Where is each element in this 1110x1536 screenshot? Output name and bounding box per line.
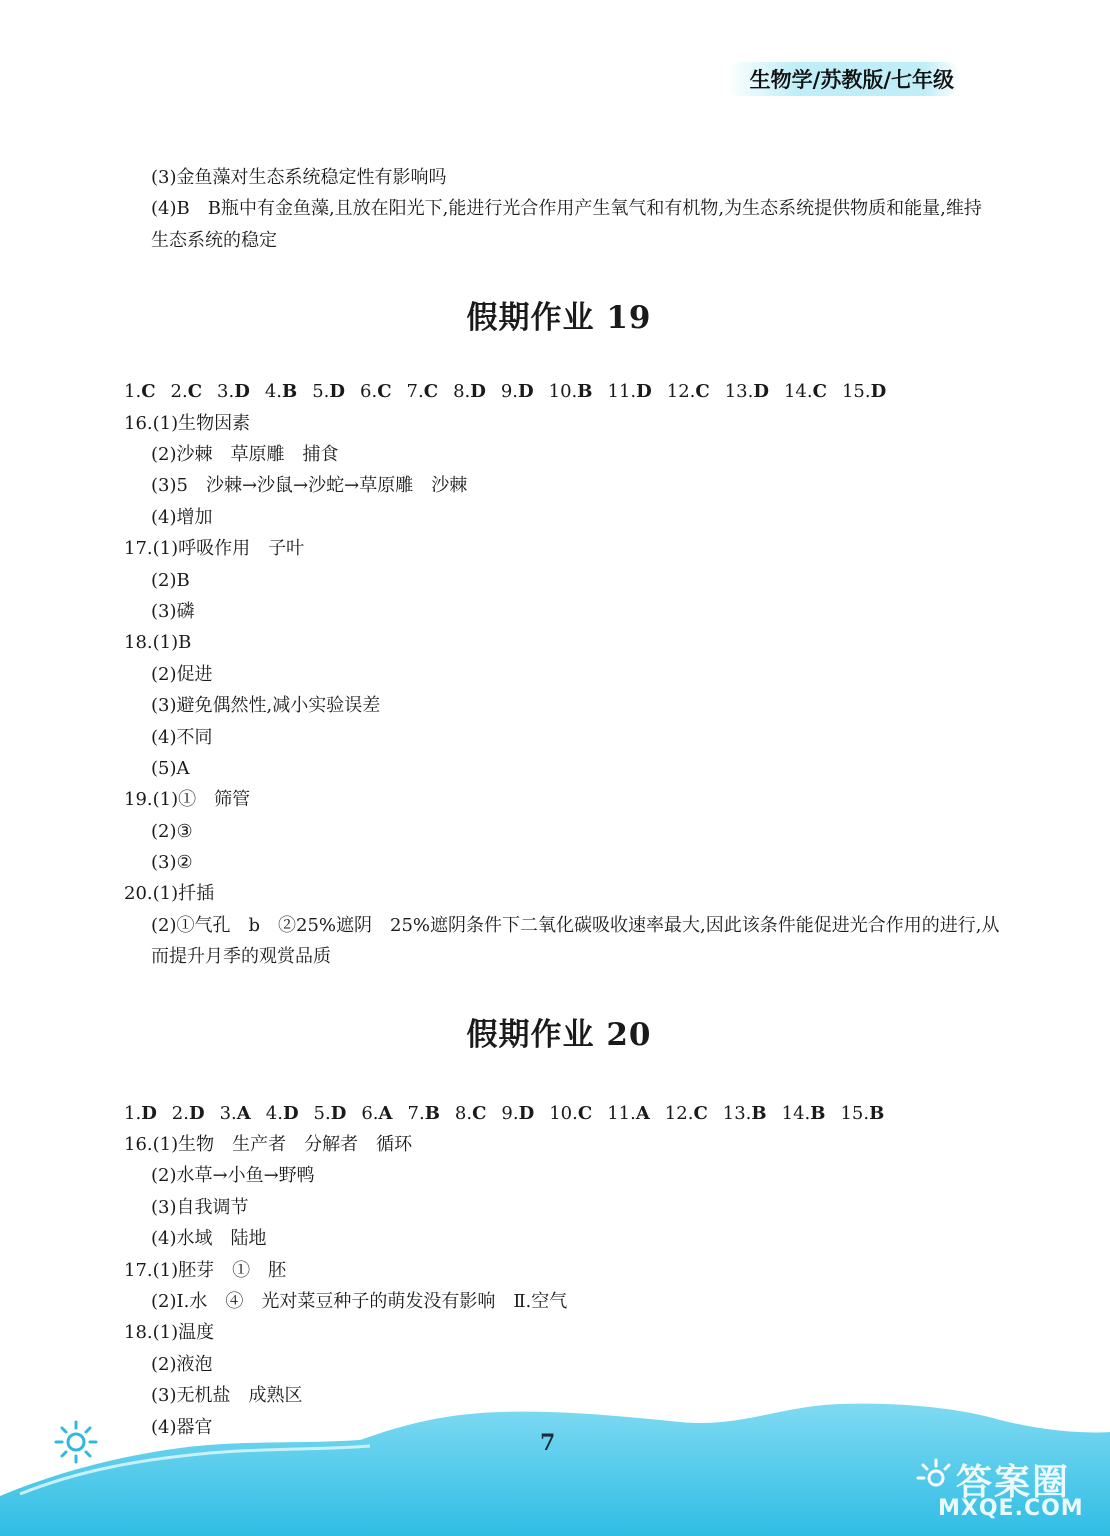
mc-answer: [782, 1103, 826, 1124]
mc-answer: [312, 381, 345, 402]
mc-number: 10.: [548, 381, 578, 403]
answer-line: (3)磷: [151, 600, 195, 622]
mc-letter: B: [869, 1102, 885, 1124]
answer-line: (2)①气孔 b ②25%遮阴 25%遮阴条件下二氧化碳吸收速率最大,因此该条件能促进光合作用的进行,从而提升月季的观赏品质: [151, 914, 1000, 968]
mc-letter: D: [870, 381, 887, 403]
mc-letter: D: [141, 1102, 157, 1124]
mc-letter: D: [188, 1102, 205, 1124]
mc-letter: D: [329, 381, 346, 403]
mc-answer: [607, 1103, 650, 1124]
mc-answer: [455, 1103, 487, 1124]
page-number: 7: [540, 1430, 556, 1456]
mc-letter: B: [424, 1102, 440, 1124]
mc-number: 5.: [313, 1102, 331, 1124]
mc-number: 9.: [501, 1102, 519, 1124]
answer-line: (5)A: [151, 757, 190, 779]
mc-letter: B: [577, 381, 593, 403]
mc-number: 2.: [171, 1102, 189, 1124]
mc-letter: C: [577, 1102, 593, 1124]
mc-answer: [171, 381, 203, 402]
mc-number: 1.: [124, 1102, 142, 1124]
mc-number: 12.: [666, 381, 696, 403]
answer-line: (2)Ⅰ.水 ④ 光对菜豆种子的萌发没有影响 Ⅱ.空气: [151, 1291, 568, 1312]
section-title-20: 假期作业 20: [466, 1016, 652, 1053]
mc-number: 6.: [360, 381, 378, 403]
mc-number: 14.: [781, 1102, 811, 1124]
mc-number: 4.: [264, 381, 283, 403]
answer-line: (2)沙棘 草原雕 捕食: [151, 443, 339, 465]
mc-answer: [784, 381, 827, 402]
mc-answer: [842, 381, 886, 402]
mc-number: 5.: [312, 381, 330, 403]
sun-icon-watermark: [916, 1458, 956, 1498]
mc-answer: [407, 381, 439, 402]
mc-number: 3.: [217, 381, 235, 403]
mc-letter: A: [378, 1102, 393, 1124]
answer-line: (2)③: [151, 820, 193, 842]
mc-answer: [549, 381, 593, 402]
mc-number: 8.: [454, 1102, 473, 1124]
mc-answer: [265, 381, 297, 402]
answers-list-19: [124, 408, 1000, 973]
mc-letter: C: [423, 381, 439, 403]
mc-letter: C: [695, 381, 710, 403]
mc-number: 13.: [722, 1102, 752, 1124]
answer-line: (2)促进: [151, 663, 213, 685]
mc-answer: [220, 1103, 251, 1124]
answer-line: (4)增加: [151, 506, 213, 528]
mc-letter: B: [751, 1102, 767, 1124]
mc-answer: [608, 381, 652, 402]
mc-number: 4.: [265, 1102, 283, 1124]
mc-number: 9.: [500, 381, 519, 403]
mc-letter: D: [330, 1102, 347, 1124]
answer-line: (3)自我调节: [151, 1196, 249, 1218]
answer-line: 17.(1)呼吸作用 子叶: [124, 538, 305, 560]
mc-answer: [723, 1103, 767, 1124]
sun-icon: [52, 1418, 100, 1466]
mc-answer: [266, 1103, 299, 1124]
answer-line: 20.(1)扦插: [124, 883, 215, 905]
mc-number: 7.: [407, 1102, 425, 1124]
mc-number: 7.: [406, 381, 424, 403]
mc-answer: [501, 1103, 534, 1124]
mc-letter: B: [282, 381, 298, 403]
mc-letter: A: [236, 1102, 251, 1124]
mc-letter: C: [141, 381, 156, 403]
mc-number: 1.: [124, 381, 142, 403]
mc-answer: [172, 1103, 205, 1124]
mc-answer: [408, 1103, 440, 1124]
answer-line: 16.(1)生物 生产者 分解者 循环: [124, 1134, 413, 1156]
mc-answer: [360, 381, 392, 402]
mc-answer: [124, 1103, 157, 1124]
intro-line-3: (3)金鱼藻对生态系统稳定性有影响吗: [151, 167, 447, 188]
mc-letter: C: [812, 381, 827, 403]
mc-letter: D: [753, 381, 769, 403]
mc-number: 13.: [724, 381, 754, 403]
mc-letter: D: [470, 381, 486, 403]
mc-letter: D: [636, 381, 652, 403]
answer-content: [124, 162, 1000, 1443]
mc-letter: D: [518, 1102, 535, 1124]
mc-number: 3.: [219, 1102, 237, 1124]
answer-line: 18.(1)温度: [124, 1322, 215, 1344]
mc-answer: [314, 1103, 347, 1124]
mc-answer: [665, 1103, 708, 1124]
mc-answer: [361, 1103, 392, 1124]
mc-number: 8.: [453, 381, 471, 403]
mc-letter: D: [518, 381, 534, 403]
mc-number: 15.: [840, 1102, 870, 1124]
mc-answer: [667, 381, 710, 402]
mc-letter: A: [635, 1102, 650, 1124]
answer-line: (4)水域 陆地: [151, 1228, 267, 1250]
watermark-text: 答案圈: [956, 1462, 1071, 1503]
mc-number: 11.: [607, 1102, 636, 1124]
mc-letter: D: [234, 381, 250, 403]
answer-line: (2)水草→小鱼→野鸭: [151, 1165, 315, 1187]
mc-answer: [124, 381, 156, 402]
mc-answer: [501, 381, 534, 402]
mc-letter: C: [472, 1102, 487, 1124]
answer-line: (4)器官: [151, 1416, 213, 1438]
mc-letter: C: [187, 381, 203, 403]
mc-letter: C: [693, 1102, 708, 1124]
mc-number: 15.: [841, 381, 871, 403]
answer-line: (2)B: [151, 569, 190, 591]
answer-line: 18.(1)B: [124, 632, 192, 654]
mc-answers-19: [124, 376, 994, 407]
mc-letter: C: [377, 381, 392, 403]
mc-number: 10.: [549, 1102, 578, 1124]
section-title-19: 假期作业 19: [466, 300, 652, 337]
answer-line: 19.(1)① 筛管: [124, 789, 251, 811]
mc-letter: D: [282, 1102, 299, 1124]
book-header: 生物学/苏教版/七年级: [726, 62, 960, 96]
mc-answer: [725, 381, 769, 402]
answer-line: 17.(1)胚芽 ① 胚: [124, 1259, 287, 1281]
mc-number: 6.: [361, 1102, 379, 1124]
mc-answers-20: [124, 1098, 994, 1129]
intro-line-4: (4)B B瓶中有金鱼藻,且放在阳光下,能进行光合作用产生氧气和有机物,为生态系统提供物质和能量,维持生态系统的稳定: [151, 198, 982, 251]
answer-line: (3)5 沙棘→沙鼠→沙蛇→草原雕 沙棘: [151, 475, 468, 497]
mc-letter: B: [810, 1102, 826, 1124]
answer-line: (3)②: [151, 852, 193, 874]
watermark: [916, 1458, 1096, 1528]
mc-answer: [840, 1103, 884, 1124]
mc-number: 14.: [783, 381, 813, 403]
watermark-url: MXQE.COM: [938, 1496, 1084, 1521]
answer-line: (4)不同: [151, 726, 213, 748]
answer-line: (3)无机盐 成熟区: [151, 1385, 303, 1407]
mc-number: 2.: [170, 381, 188, 403]
mc-number: 12.: [664, 1102, 694, 1124]
mc-answer: [549, 1103, 592, 1124]
answer-line: 16.(1)生物因素: [124, 412, 251, 434]
mc-answer: [217, 381, 250, 402]
mc-answer: [453, 381, 486, 402]
answer-line: (2)液泡: [151, 1353, 213, 1375]
answer-line: (3)避免偶然性,减小实验误差: [151, 695, 381, 717]
mc-number: 11.: [607, 381, 637, 403]
